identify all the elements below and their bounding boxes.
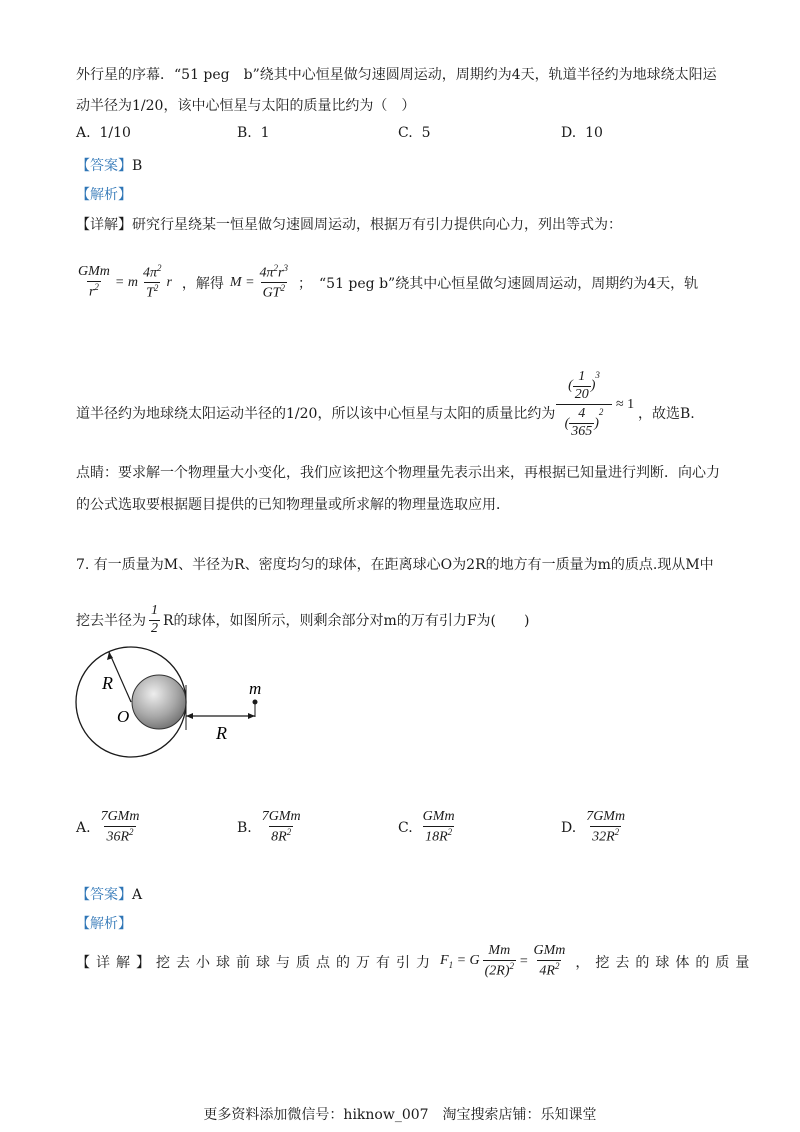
q7-option-d: D. $\frac{\text{7GMm}}{32R^2}$ bbox=[561, 809, 626, 845]
q7-analysis-tag: 【解析】 bbox=[76, 916, 132, 932]
center-label: O bbox=[117, 707, 130, 726]
answer-tag: 【答案】 bbox=[76, 158, 132, 174]
answer-tag: 【答案】 bbox=[76, 887, 132, 903]
cavity-sphere bbox=[132, 675, 186, 729]
centripetal-fraction: $\frac{4\pi^2}{T^2}$ bbox=[142, 263, 162, 301]
q7-line-2: 挖去半径为 $\frac{1}{2}$ R的球体，如图所示，则剩余部分对m的万有引力F为( ) bbox=[76, 603, 530, 636]
q6-line-2: 动半径为1/20，该中心恒星与太阳的质量比约为（ ） bbox=[76, 98, 416, 114]
half-fraction: $\frac{1}{2}$ bbox=[151, 603, 158, 636]
q6-ratio-line: 道半径约为地球绕太阳运动半径的1/20，所以该中心恒星与太阳的质量比约为 bbox=[76, 406, 556, 422]
q7-option-a: A. $\frac{\text{7GMm}}{36R^2}$ bbox=[76, 809, 140, 845]
page-footer: 更多资料添加微信号：hiknow_007 淘宝搜索店铺：乐知课堂 bbox=[203, 1107, 597, 1123]
q7-option-b: B. $\frac{\text{7GMm}}{8R^2}$ bbox=[237, 809, 301, 845]
q6-option-d: D. 10 bbox=[561, 125, 603, 141]
gravity-fraction: $\frac{\text{GMm}}{r^2}$ bbox=[78, 264, 110, 300]
radius-label: R bbox=[102, 673, 113, 693]
mass-fraction: $\frac{4\pi^2r^3}{GT^2}$ bbox=[259, 263, 288, 301]
q6-formula-line: $\frac{\text{GMm}}{r^2}$ = m $\frac{4\pi^2}{T^2}$ r ，解得 M = $\frac{4\pi^2r^3}{GT^2}$ ； “51 peg b”绕其中心恒星做匀速圆周运动，周期约为4天，轨 bbox=[78, 263, 699, 301]
sphere-figure bbox=[74, 645, 274, 760]
q6-option-a: A. 1/10 bbox=[76, 125, 131, 141]
solve-word: ，解得 bbox=[181, 275, 224, 292]
q6-analysis-tag: 【解析】 bbox=[76, 187, 132, 203]
q6-line-1: 外行星的序幕．“51 peg b”绕其中心恒星做匀速圆周运动，周期约为4天，轨道半径约为地球绕太阳运 bbox=[76, 67, 717, 83]
q6-comment-line-1: 点睛：要求解一个物理量大小变化，我们应该把这个物理量先表示出来，再根据已知量进行判断．向心力 bbox=[76, 465, 720, 481]
mass-label: m bbox=[249, 679, 262, 698]
q6-ratio-conclusion: ，故选B. bbox=[638, 406, 695, 422]
q7-detail: 【详解】 挖去小球前球与质点的万有引力 $F_1 = G$ $\frac{Mm}{(2R)^2}$ = $\frac{\text{GMm}}{4R^2}$ ，挖去的球体的质量 bbox=[76, 943, 756, 979]
q6-detail: 【详解】研究行星绕某一恒星做匀速圆周运动，根据万有引力提供向心力，列出等式为： bbox=[76, 217, 622, 233]
formula-tail: ； “51 peg b”绕其中心恒星做匀速圆周运动，周期约为4天，轨 bbox=[298, 275, 699, 292]
distance-label: R bbox=[216, 723, 227, 743]
q7-option-c: C. $\frac{\text{GMm}}{18R^2}$ bbox=[398, 809, 455, 845]
mass-ratio-expression: ( $\frac{1}{20}$ ) $^3$ ( $\frac{4}{365}$ ) $^2$ ≈ 1 bbox=[556, 370, 634, 440]
point-mass bbox=[253, 700, 258, 705]
q7-answer: 【答案】A bbox=[76, 887, 143, 903]
q6-option-b: B. 1 bbox=[237, 125, 270, 141]
q6-answer: 【答案】B bbox=[76, 158, 143, 174]
q7-line-1: 7. 有一质量为M、半径为R、密度均匀的球体，在距离球心O为2R的地方有一质量为m的质点.现从M中 bbox=[76, 557, 714, 573]
q6-option-c: C. 5 bbox=[398, 125, 431, 141]
q6-comment-line-2: 的公式选取要根据题目提供的已知物理量或所求解的物理量选取应用． bbox=[76, 497, 510, 513]
